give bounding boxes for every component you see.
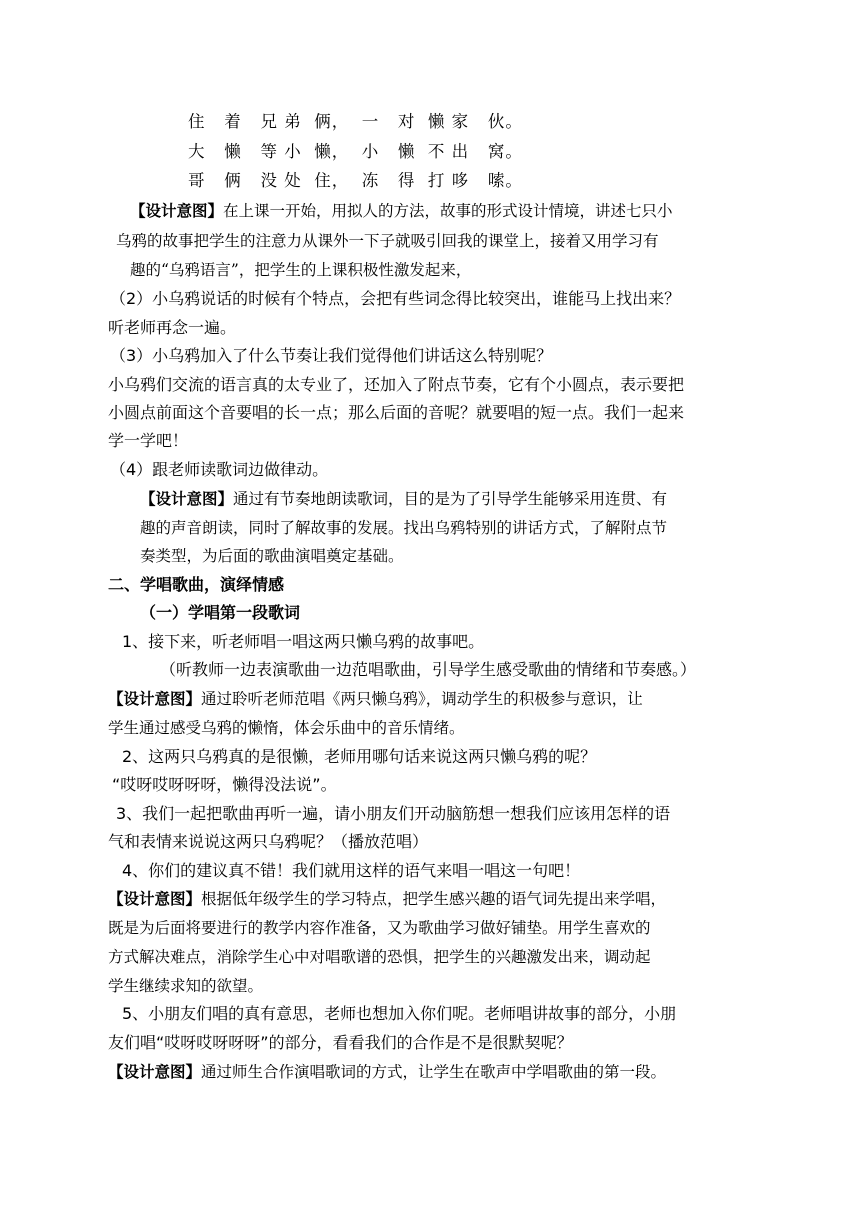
design-intent-tag: 【设计意图】 [108,1063,202,1081]
step-2-line-2: “哎呀哎呀呀呀，懒得没法说”。 [112,775,337,794]
question-2-line-1: （2）小乌鸦说话的时候有个特点，会把有些词念得比较突出，谁能马上找出来？ [110,289,681,308]
subsection-heading-1: （一）学唱第一段歌词 [140,603,301,622]
step-3-line-2: 气和表情来说说这两只乌鸦呢？（播放范唱） [108,832,429,851]
question-2-line-2: 听老师再念一遍。 [108,318,237,337]
design-intent-1-line-2: 乌鸦的故事把学生的注意力从课外一下子就吸引回我的课堂上，接着又用学习有 [116,232,659,250]
design-intent-5: 【设计意图】通过师生合作演唱歌词的方式，让学生在歌声中学唱歌曲的第一段。 [108,1063,667,1081]
design-intent-1-line-3: 趣的“乌鸦语言”，把学生的上课积极性激发起来， [130,261,472,279]
design-intent-tag: 【设计意图】 [108,690,202,708]
design-intent-4-line-1: 【设计意图】根据低年级学生的学习特点，把学生感兴趣的语气词先提出来学唱， [108,890,667,908]
design-intent-3-line-1: 【设计意图】通过聆听老师范唱《两只懒乌鸦》，调动学生的积极参与意识，让 [108,690,643,708]
lyric-line-3: 哥 俩 没 处 住， 冻 得 打 哆 嗦。 [188,171,523,190]
question-3-line-2: 小乌鸦们交流的语言真的太专业了，还加入了附点节奏，它有个小圆点，表示要把 [108,375,685,394]
design-intent-tag: 【设计意图】 [108,890,202,908]
lyric-line-1: 住 着 兄 弟 俩， 一 对 懒 家 伙。 [188,112,523,131]
design-intent-tag: 【设计意图】 [140,490,234,508]
step-5-line-1: 5、小朋友们唱的真有意思，老师也想加入你们呢。老师唱讲故事的部分，小朋 [122,1004,677,1023]
design-intent-4-line-3: 方式解决难点，消除学生心中对唱歌谱的恐惧，把学生的兴趣激发出来，调动起 [108,948,651,966]
step-2-line-1: 2、这两只乌鸦真的是很懒，老师用哪句话来说这两只懒乌鸦的呢？ [122,747,597,766]
design-intent-tag: 【设计意图】 [130,202,224,220]
question-4: （4）跟老师读歌词边做律动。 [110,460,329,479]
design-intent-2-line-2: 趣的声音朗读，同时了解故事的发展。找出乌鸦特别的讲话方式，了解附点节 [140,519,668,537]
question-3-line-3: 小圆点前面这个音要唱的长一点；那么后面的音呢？就要唱的短一点。我们一起来 [108,403,685,422]
step-4: 4、你们的建议真不错！我们就用这样的语气来唱一唱这一句吧！ [122,861,581,880]
design-intent-2-line-1: 【设计意图】通过有节奏地朗读歌词，目的是为了引导学生能够采用连贯、有 [140,490,668,508]
design-intent-4-line-4: 学生继续求知的欲望。 [108,977,264,995]
question-3-line-1: （3）小乌鸦加入了什么节奏让我们觉得他们讲话这么特别呢？ [110,346,553,365]
design-intent-1-line-1: 【设计意图】在上课一开始，用拟人的方法，故事的形式设计情境，讲述七只小 [130,202,673,220]
lyric-line-2: 大 懒 等 小 懒， 小 懒 不 出 窝。 [188,142,523,161]
section-heading-2: 二、学唱歌曲，演绎情感 [108,575,285,594]
question-3-line-4: 学一学吧！ [108,431,189,450]
step-1-line-1: 1、接下来，听老师唱一唱这两只懒乌鸦的故事吧。 [122,632,485,651]
design-intent-3-line-2: 学生通过感受乌鸦的懒惰，体会乐曲中的音乐情绪。 [108,719,465,737]
design-intent-4-line-2: 既是为后面将要进行的教学内容作准备，又为歌曲学习做好铺垫。用学生喜欢的 [108,919,651,937]
step-5-line-2: 友们唱“哎呀哎呀呀呀”的部分，看看我们的合作是不是很默契呢？ [108,1033,573,1052]
step-1-line-2: （听教师一边表演歌曲一边范唱歌曲，引导学生感受歌曲的情绪和节奏感。） [160,660,697,679]
design-intent-2-line-3: 奏类型，为后面的歌曲演唱奠定基础。 [140,547,404,565]
step-3-line-1: 3、我们一起把歌曲再听一遍，请小朋友们开动脑筋想一想我们应该用怎样的语 [116,804,671,823]
